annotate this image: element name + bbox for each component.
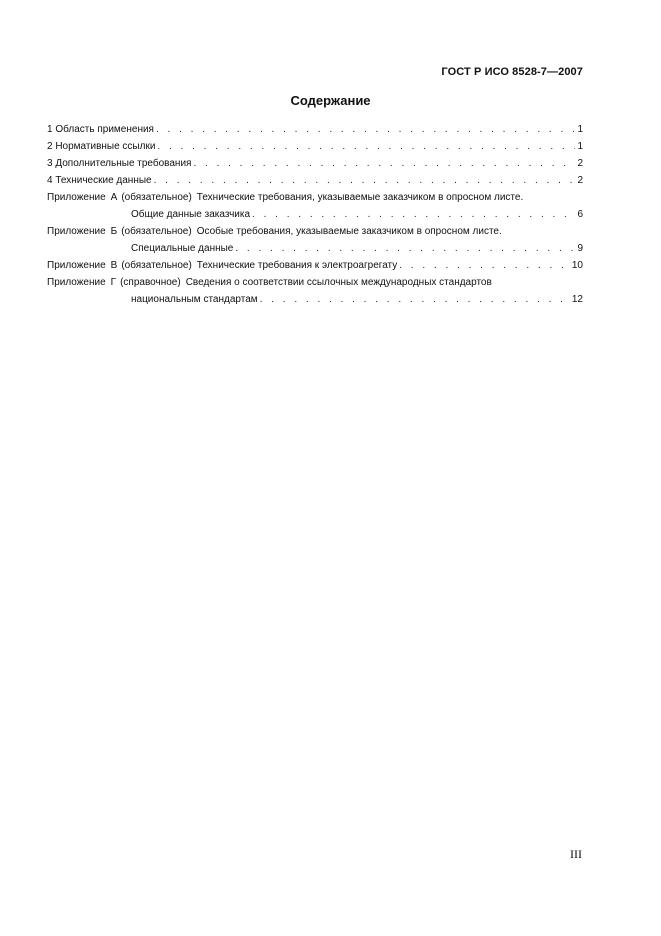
toc-entry-section-1[interactable] (47, 121, 583, 138)
annex-title-line1: Технические требования к электроагрегату (196, 260, 398, 271)
table-of-contents (47, 121, 583, 308)
toc-entry-annex-b[interactable] (47, 223, 583, 257)
toc-entry-text: 2 Нормативные ссылки (47, 141, 156, 152)
annex-prefix: Приложение (47, 192, 106, 203)
toc-page-number: 1 (577, 141, 583, 152)
toc-entry-text: 1 Область применения (47, 124, 154, 135)
toc-title: Содержание (290, 93, 371, 108)
leader-dots (157, 138, 575, 155)
annex-kind: (справочное) (120, 277, 181, 288)
annex-title-line1: Особые требования, указываемые заказчиком в опросном листе. (196, 226, 502, 237)
toc-page-number: 6 (577, 209, 583, 220)
leader-dots (156, 121, 575, 138)
annex-letter: А (110, 192, 118, 203)
leader-dots (399, 257, 570, 274)
annex-prefix: Приложение (47, 226, 106, 237)
leader-dots (235, 240, 575, 257)
annex-letter: Б (110, 226, 118, 237)
annex-prefix: Приложение (47, 260, 106, 271)
leader-dots (154, 172, 576, 189)
annex-title-line2: Общие данные заказчика (131, 209, 251, 220)
annex-prefix: Приложение (47, 277, 106, 288)
toc-page-number: 1 (577, 124, 583, 135)
annex-title-line2: национальным стандартам (131, 294, 258, 305)
toc-entry-section-4[interactable] (47, 172, 583, 189)
toc-entry-annex-v[interactable] (47, 257, 583, 274)
toc-entry-text: 3 Дополнительные требования (47, 158, 192, 169)
annex-kind: (обязательное) (121, 260, 192, 271)
annex-letter: В (110, 260, 118, 271)
toc-entry-section-2[interactable] (47, 138, 583, 155)
toc-entry-annex-a[interactable] (47, 189, 583, 223)
annex-kind: (обязательное) (121, 226, 192, 237)
toc-entry-text: 4 Технические данные (47, 175, 152, 186)
annex-letter: Г (110, 277, 117, 288)
toc-entry-annex-g[interactable] (47, 274, 583, 308)
leader-dots (260, 291, 570, 308)
toc-page-number: 2 (577, 158, 583, 169)
leader-dots (193, 155, 575, 172)
toc-page-number: 9 (577, 243, 583, 254)
annex-title-line1: Технические требования, указываемые заказчиком в опросном листе. (196, 192, 524, 203)
page-number: III (570, 847, 582, 861)
toc-page-number: 10 (571, 260, 583, 271)
toc-entry-section-3[interactable] (47, 155, 583, 172)
toc-page-number: 12 (571, 294, 583, 305)
annex-title-line2: Специальные данные (131, 243, 234, 254)
toc-page-number: 2 (577, 175, 583, 186)
annex-kind: (обязательное) (121, 192, 192, 203)
annex-title-line1: Сведения о соответствии ссылочных международных стандартов (185, 277, 492, 288)
leader-dots (252, 206, 575, 223)
standard-designation: ГОСТ Р ИСО 8528-7—2007 (441, 66, 583, 78)
